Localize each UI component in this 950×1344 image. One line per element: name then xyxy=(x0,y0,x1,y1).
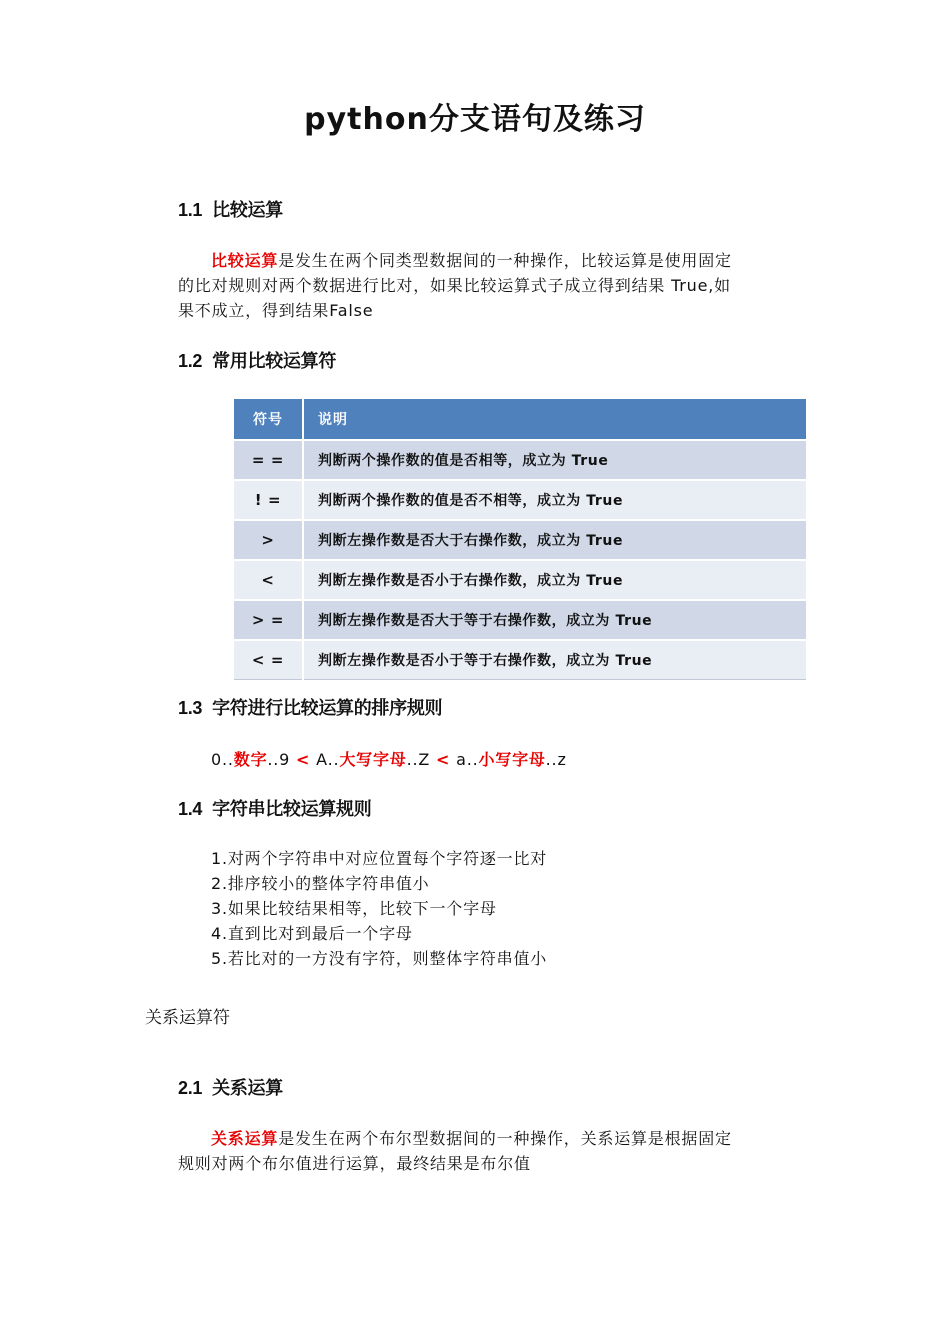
section-heading-2-1 xyxy=(178,1074,283,1100)
paragraph-text: 是发生在两个布尔型数据间的一种操作，关系运算是根据固定 xyxy=(278,1129,732,1148)
operator-description: 判断左操作数是否小于等于右操作数，成立为 True xyxy=(303,640,807,680)
rule-highlight: 大写字母 xyxy=(339,750,407,769)
paragraph-text: 规则对两个布尔值进行运算，最终结果是布尔值 xyxy=(178,1154,531,1173)
section-heading-1-1 xyxy=(178,196,283,222)
paragraph-text: 果不成立，得到结果False xyxy=(178,301,374,320)
relational-operators-heading: 关系运算符 xyxy=(145,1008,230,1028)
operator-description: 判断左操作数是否大于等于右操作数，成立为 True xyxy=(303,600,807,640)
section-number: 1.2 xyxy=(178,351,203,371)
table-row xyxy=(234,640,807,680)
paragraph-text: 的比对规则对两个数据进行比对，如果比较运算式子成立得到结果 True,如 xyxy=(178,276,731,295)
highlight-term: 比较运算 xyxy=(211,251,279,270)
table-row xyxy=(234,520,807,560)
section-title: 字符串比较运算规则 xyxy=(212,799,372,819)
operator-description: 判断两个操作数的值是否相等，成立为 True xyxy=(303,440,807,480)
operator-symbol: = = xyxy=(234,440,303,480)
rule-text: ..9 xyxy=(267,750,297,769)
paragraph-comparison xyxy=(178,248,810,323)
paragraph-relational xyxy=(178,1126,810,1176)
table-row xyxy=(234,600,807,640)
operator-symbol: < xyxy=(234,560,303,600)
table-header: 符号 xyxy=(234,399,303,440)
table-header-row xyxy=(234,399,807,440)
list-item: 4.直到比对到最后一个字母 xyxy=(211,924,413,943)
less-than-symbol: < xyxy=(296,750,311,769)
operator-symbol: < = xyxy=(234,640,303,680)
table-header: 说明 xyxy=(303,399,807,440)
operator-symbol: ! = xyxy=(234,480,303,520)
operator-description: 判断左操作数是否小于右操作数，成立为 True xyxy=(303,560,807,600)
operator-description: 判断左操作数是否大于右操作数，成立为 True xyxy=(303,520,807,560)
table-row xyxy=(234,480,807,520)
section-title: 字符进行比较运算的排序规则 xyxy=(212,698,443,718)
paragraph-text: 是发生在两个同类型数据间的一种操作，比较运算是使用固定 xyxy=(278,251,732,270)
section-title: 关系运算 xyxy=(212,1078,283,1098)
page-title: python分支语句及练习 xyxy=(304,102,646,137)
section-heading-1-4 xyxy=(178,795,371,821)
operator-symbol: > xyxy=(234,520,303,560)
section-number: 1.4 xyxy=(178,799,203,819)
table-row xyxy=(234,560,807,600)
operator-table xyxy=(234,399,808,680)
list-item: 3.如果比较结果相等，比较下一个字母 xyxy=(211,899,497,918)
section-number: 2.1 xyxy=(178,1078,203,1098)
section-title: 常用比较运算符 xyxy=(212,351,337,371)
rule-text: ..z xyxy=(545,750,567,769)
less-than-symbol: < xyxy=(435,750,451,769)
rule-text: A.. xyxy=(310,750,340,769)
section-number: 1.1 xyxy=(178,200,203,220)
rule-text: ..Z xyxy=(406,750,436,769)
rule-text: 0.. xyxy=(211,750,234,769)
rule-text: a.. xyxy=(450,750,479,769)
list-item: 1.对两个字符串中对应位置每个字符逐一比对 xyxy=(211,849,548,868)
highlight-term: 关系运算 xyxy=(211,1129,279,1148)
section-heading-1-3 xyxy=(178,694,442,720)
table-row xyxy=(234,440,807,480)
operator-symbol: > = xyxy=(234,600,303,640)
list-item: 2.排序较小的整体字符串值小 xyxy=(211,874,430,893)
order-rule-line xyxy=(211,747,567,772)
section-title: 比较运算 xyxy=(212,200,283,220)
rule-highlight: 数字 xyxy=(233,750,268,769)
section-heading-1-2 xyxy=(178,347,336,373)
section-number: 1.3 xyxy=(178,698,203,718)
rule-highlight: 小写字母 xyxy=(478,750,546,769)
operator-description: 判断两个操作数的值是否不相等，成立为 True xyxy=(303,480,807,520)
string-rules-list xyxy=(211,846,547,971)
list-item: 5.若比对的一方没有字符，则整体字符串值小 xyxy=(211,949,548,968)
